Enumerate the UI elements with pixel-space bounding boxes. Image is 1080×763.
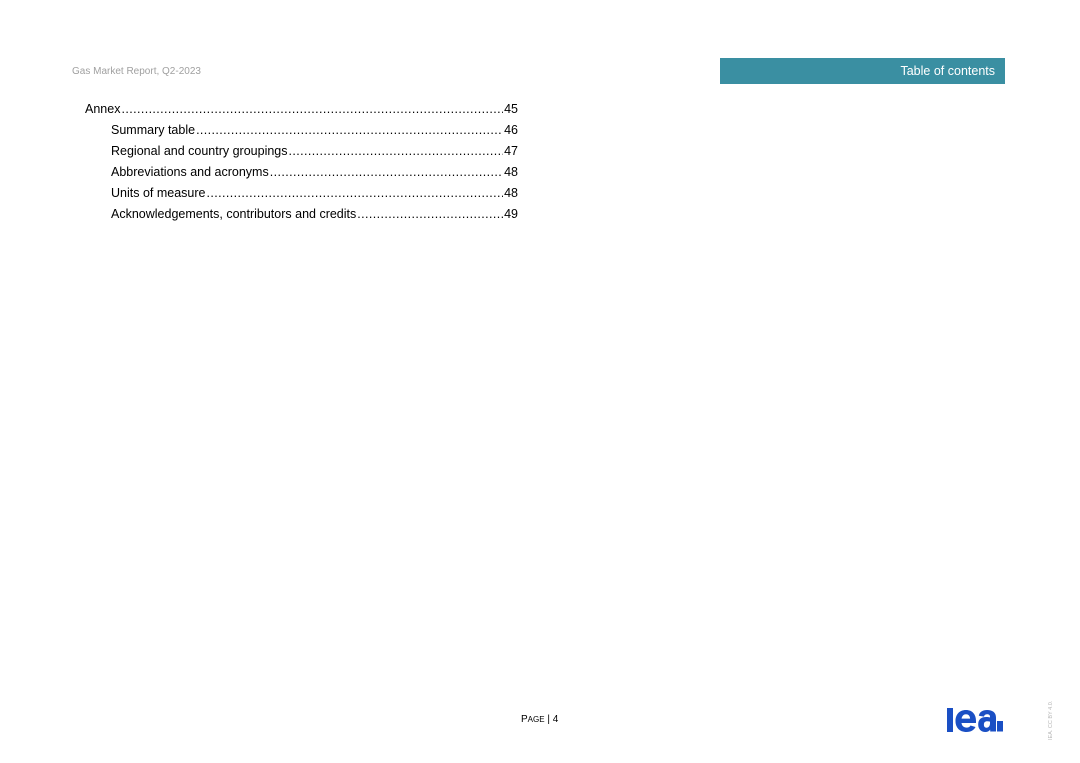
- toc-entry[interactable]: [85, 102, 518, 123]
- toc-entry-page: 48: [504, 165, 518, 179]
- section-banner: Table of contents: [720, 58, 1005, 84]
- running-head: Gas Market Report, Q2-2023: [72, 66, 201, 77]
- toc-dot-leader: [121, 102, 503, 116]
- toc-dot-leader: [206, 186, 503, 200]
- toc-entry-title: Summary table: [111, 123, 196, 137]
- toc-entry[interactable]: [85, 144, 518, 165]
- page-separator: |: [544, 714, 553, 725]
- toc-entry-title: Annex: [85, 102, 121, 116]
- toc-dot-leader: [357, 207, 503, 221]
- toc-entry-page: 49: [504, 207, 518, 221]
- toc-entry[interactable]: [85, 186, 518, 207]
- toc-dot-leader: [270, 165, 503, 179]
- license-notice: IEA. CC BY 4.0.: [1048, 700, 1054, 740]
- page-label-rest: AGE: [527, 715, 545, 724]
- toc-entry[interactable]: [85, 207, 518, 228]
- toc-entry-page: 46: [504, 123, 518, 137]
- table-of-contents: [85, 102, 518, 228]
- toc-entry[interactable]: [85, 165, 518, 186]
- toc-entry-title: Regional and country groupings: [111, 144, 288, 158]
- toc-entry[interactable]: [85, 123, 518, 144]
- toc-entry-page: 48: [504, 186, 518, 200]
- toc-dot-leader: [289, 144, 504, 158]
- toc-entry-title: Acknowledgements, contributors and credits: [111, 207, 357, 221]
- toc-entry-title: Abbreviations and acronyms: [111, 165, 269, 179]
- iea-logo: [946, 704, 1008, 734]
- toc-entry-page: 47: [504, 144, 518, 158]
- toc-dot-leader: [196, 123, 503, 137]
- page-number: [521, 714, 558, 725]
- toc-entry-title: Units of measure: [111, 186, 206, 200]
- page-label-initial: P: [521, 714, 528, 725]
- toc-entry-page: 45: [504, 102, 518, 116]
- page-number-value: 4: [552, 714, 559, 725]
